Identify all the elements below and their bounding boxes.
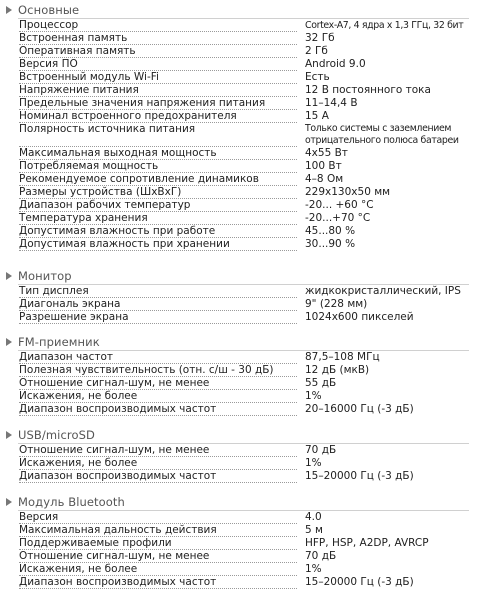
spec-label: Диагональ экрана — [19, 298, 297, 311]
spec-label: Отношение сигнал-шум, не менее — [19, 377, 297, 390]
spec-value: 32 Гб — [305, 32, 335, 44]
spec-row — [0, 576, 487, 589]
spec-label: Искажения, не более — [19, 457, 297, 470]
triangle-right-icon — [6, 498, 12, 506]
spec-label: Допустимая влажность при хранении — [19, 238, 297, 251]
triangle-right-icon — [6, 338, 12, 346]
spec-label: Номинал встроенного предохранителя — [19, 110, 297, 123]
spec-row — [0, 470, 487, 483]
spec-value: 20–16000 Гц (-3 дБ) — [305, 403, 414, 415]
spec-row — [0, 285, 487, 298]
spec-value: 55 дБ — [305, 377, 337, 389]
spec-label: Предельные значения напряжения питания — [19, 97, 297, 110]
spec-value: 45...80 % — [305, 225, 356, 237]
spec-label: Искажения, не более — [19, 390, 297, 403]
spec-label: Процессор — [19, 19, 297, 32]
spec-row — [0, 160, 487, 173]
spec-row — [0, 71, 487, 84]
spec-row — [0, 511, 487, 524]
spec-row — [0, 199, 487, 212]
spec-label: Температура хранения — [19, 212, 297, 225]
spec-label: Оперативная память — [19, 45, 297, 58]
spec-value: 1% — [305, 457, 322, 469]
triangle-right-icon — [6, 431, 12, 439]
section-bluetooth — [0, 496, 487, 589]
spec-row — [0, 311, 487, 324]
spec-row — [0, 97, 487, 110]
spec-value: 2 Гб — [305, 45, 328, 57]
spec-label: Поддерживаемые профили — [19, 537, 297, 550]
spec-row — [0, 45, 487, 58]
section-title: Основные — [18, 3, 80, 17]
spec-row — [0, 19, 487, 32]
spec-label: Диапазон рабочих температур — [19, 199, 297, 212]
spec-label: Отношение сигнал-шум, не менее — [19, 444, 297, 457]
spec-label: Версия ПО — [19, 58, 297, 71]
spec-label: Полярность источника питания — [19, 123, 297, 147]
spec-row — [0, 524, 487, 537]
spec-value: 100 Вт — [305, 160, 342, 172]
section-title: USB/microSD — [18, 428, 95, 442]
spec-row — [0, 563, 487, 576]
section-header — [6, 4, 487, 17]
spec-label: Максимальная выходная мощность — [19, 147, 297, 160]
spec-row — [0, 537, 487, 550]
spec-label: Диапазон воспроизводимых частот — [19, 576, 297, 589]
spec-row — [0, 550, 487, 563]
spec-row — [0, 110, 487, 123]
spec-value: 4–8 Ом — [305, 173, 344, 185]
section-header — [6, 336, 487, 349]
spec-value: Android 9.0 — [305, 58, 366, 70]
spec-value: -20...+70 °C — [305, 212, 371, 224]
spec-label: Диапазон воспроизводимых частот — [19, 470, 297, 483]
section-usb-microsd — [0, 429, 487, 483]
spec-row — [0, 225, 487, 238]
spec-value: Cortex-A7, 4 ядра x 1,3 ГГц, 32 бит — [305, 20, 464, 31]
spec-row — [0, 58, 487, 71]
spec-row — [0, 351, 487, 364]
spec-value: 5 м — [305, 524, 323, 536]
spec-value: 229x130x50 мм — [305, 186, 391, 198]
section-title: Монитор — [18, 269, 72, 283]
spec-value: 4x55 Вт — [305, 147, 348, 159]
spec-row — [0, 238, 487, 251]
spec-label: Напряжение питания — [19, 84, 297, 97]
spec-value: 4.0 — [305, 511, 322, 523]
spec-label: Версия — [19, 511, 297, 524]
spec-label: Тип дисплея — [19, 285, 297, 298]
spec-value: 70 дБ — [305, 444, 337, 456]
spec-value: 1% — [305, 563, 322, 575]
spec-value: 15 А — [305, 110, 329, 122]
spec-value: 12 В постоянного тока — [305, 84, 431, 96]
spec-label: Диапазон воспроизводимых частот — [19, 403, 297, 416]
triangle-right-icon — [6, 6, 12, 14]
spec-value: 70 дБ — [305, 550, 337, 562]
spec-row — [0, 377, 487, 390]
spec-value: Есть — [305, 71, 330, 83]
section-monitor — [0, 270, 487, 324]
spec-value: 15–20000 Гц (-3 дБ) — [305, 470, 414, 482]
spec-row — [0, 212, 487, 225]
spec-label: Полезная чувствительность (отн. с/ш - 30 дБ) — [19, 364, 297, 377]
spec-row — [0, 298, 487, 311]
spec-value: 1% — [305, 390, 322, 402]
spec-value: 9" (228 мм) — [305, 298, 368, 310]
spec-value: 15–20000 Гц (-3 дБ) — [305, 576, 414, 588]
spec-row — [0, 364, 487, 377]
spec-row — [0, 32, 487, 45]
spec-row — [0, 147, 487, 160]
section-fm-receiver — [0, 336, 487, 416]
spec-value: жидкокристаллический, IPS — [305, 285, 461, 297]
spec-row — [0, 444, 487, 457]
spec-label: Допустимая влажность при работе — [19, 225, 297, 238]
spec-label: Диапазон частот — [19, 351, 297, 364]
spec-value: Только системы с заземлением отрицательного полюса батареи — [305, 123, 459, 146]
spec-label: Встроенная память — [19, 32, 297, 45]
spec-row — [0, 403, 487, 416]
spec-label: Размеры устройства (ШxВxГ) — [19, 186, 297, 199]
spec-value: 1024x600 пикселей — [305, 311, 414, 323]
spec-row — [0, 186, 487, 199]
spec-value: 11–14,4 В — [305, 97, 358, 109]
section-header — [6, 270, 487, 283]
spec-label: Потребляемая мощность — [19, 160, 297, 173]
spec-row — [0, 457, 487, 470]
spec-row — [0, 123, 487, 147]
spec-label: Отношение сигнал-шум, не менее — [19, 550, 297, 563]
section-title: Модуль Bluetooth — [18, 495, 125, 509]
section-general — [0, 4, 487, 251]
triangle-right-icon — [6, 272, 12, 280]
spec-label: Встроенный модуль Wi-Fi — [19, 71, 297, 84]
spec-label: Искажения, не более — [19, 563, 297, 576]
spec-row — [0, 84, 487, 97]
spec-row — [0, 173, 487, 186]
section-header — [6, 429, 487, 442]
spec-value: HFP, HSP, A2DP, AVRCP — [305, 537, 429, 549]
spec-value: -20... +60 °C — [305, 199, 374, 211]
spec-label: Максимальная дальность действия — [19, 524, 297, 537]
spec-value: 87,5–108 МГц — [305, 351, 380, 363]
section-title: FM-приемник — [18, 335, 100, 349]
spec-value: 30...90 % — [305, 238, 356, 250]
section-header — [6, 496, 487, 509]
spec-row — [0, 390, 487, 403]
spec-value: 12 дБ (мкВ) — [305, 364, 370, 376]
spec-label: Разрешение экрана — [19, 311, 297, 324]
spec-label: Рекомендуемое сопротивление динамиков — [19, 173, 297, 186]
